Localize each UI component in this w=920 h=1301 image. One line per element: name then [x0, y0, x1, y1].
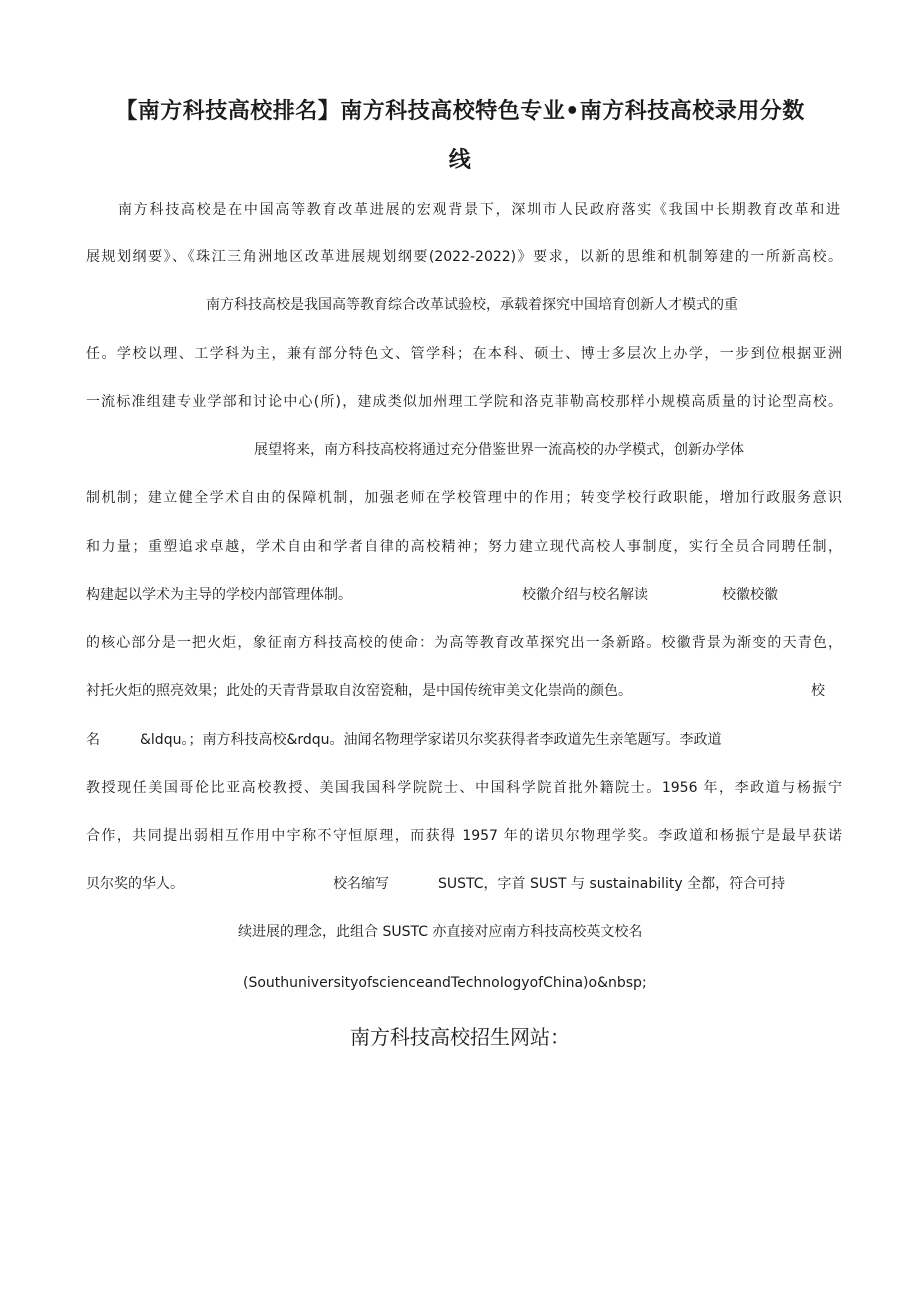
abbreviation-text: SUSTC，字首 SUST 与 sustainability 全都，符合可持 — [438, 876, 786, 892]
english-school-name: (SouthuniversityofscienceandTechnoIogyofChina)o&nbsp; — [243, 975, 647, 991]
paragraph-name-line-3: 合作，共同提出弱相互作用中宇称不守恒原理，而获得 1957 年的诺贝尔物理学奖。李政道和杨振宁是最早获诺 — [86, 828, 842, 844]
paragraph-emblem-line-1: 的核心部分是一把火炬，象征南方科技高校的使命：为高等教育改革探究出一条新路。校徽背景为渐变的天青色， — [86, 635, 842, 651]
paragraph-outlook-line-1: 展望将来，南方科技高校将通过充分借鉴世界一流高校的办学模式，创新办学体 — [254, 442, 744, 458]
section-heading-emblem: 校徽介绍与校名解读 — [522, 587, 648, 603]
abbreviation-label: 校名缩写 — [333, 876, 389, 892]
paragraph-name-line-4: 贝尔奖的华人。 — [86, 876, 184, 892]
admissions-website-label: 南方科技高校招生网站： — [350, 1025, 570, 1049]
paragraph-reform-line-3: 一流标准组建专业学部和讨论中心(所)，建成类似加州理工学院和洛克菲勒高校那样小规模高质量的讨论型高校。 — [86, 394, 842, 410]
paragraph-reform-line-1: 南方科技高校是我国高等教育综合改革试验校，承载着探究中国培育创新人才模式的重 — [206, 297, 738, 313]
paragraph-reform-line-2: 任。学校以理、工学科为主，兼有部分特色文、管学科；在本科、硕士、博士多层次上办学，一步到位根据亚洲 — [86, 346, 842, 362]
paragraph-intro-line-2: 展规划纲要》、《珠江三角洲地区改革进展规划纲要(2022-2022)》要求，以新的思维和机制筹建的一所新高校。 — [86, 249, 842, 265]
paragraph-abbreviation-line-1: 续进展的理念，此组合 SUSTC 亦直接对应南方科技高校英文校名 — [238, 924, 643, 940]
paragraph-outlook-line-3: 和力量；重塑追求卓越，学术自由和学者自律的高校精神；努力建立现代高校人事制度，实行全员合同聘任制， — [86, 539, 842, 555]
paragraph-outlook-line-4: 构建起以学术为主导的学校内部管理体制。 — [86, 587, 352, 603]
paragraph-intro-line-1: 南方科技高校是在中国高等教育改革进展的宏观背景下，深圳市人民政府落实《我国中长期教育改革和进 — [118, 202, 840, 218]
document-title-line-2: 线 — [448, 148, 472, 173]
emblem-label: 校徽校徽 — [722, 587, 778, 603]
paragraph-emblem-line-2: 衬托火炬的照亮效果；此处的天青背景取自汝窑瓷釉，是中国传统审美文化崇尚的颜色。 — [86, 683, 632, 699]
paragraph-name-line-1-start: 名 — [86, 732, 100, 748]
paragraph-name-line-1: &ldqu。；南方科技高校&rdqu。油闻名物理学家诺贝尔奖获得者李政道先生亲笔题写。李政道 — [140, 732, 722, 748]
paragraph-name-line-2: 教授现任美国哥伦比亚高校教授、美国我国科学院院士、中国科学院首批外籍院士。1956 年，李政道与杨振宁 — [86, 780, 842, 796]
paragraph-emblem-line-2-tail: 校 — [811, 683, 825, 699]
document-title-line-1: 【南方科技高校排名】南方科技高校特色专业•南方科技高校录用分数 — [115, 99, 805, 124]
paragraph-outlook-line-2: 制机制；建立健全学术自由的保障机制，加强老师在学校管理中的作用；转变学校行政职能，增加行政服务意识 — [86, 490, 842, 506]
